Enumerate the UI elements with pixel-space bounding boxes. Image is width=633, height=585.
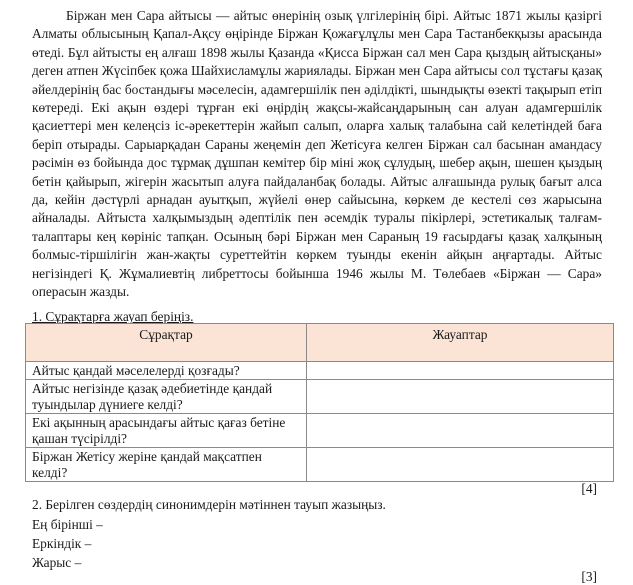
table-row bbox=[26, 414, 614, 448]
reading-passage: Біржан мен Сара айтысы — айтыс өнерінің озық үлгілерінің бірі. Айтыс 1871 жылы қазіргі Алматы облысының Қапал-Ақсу өңірінде Біржан Қожағұлұлы мен Сара Тастанбекқызы арасында өтеді. Бұл айтысты ең алғаш 1898 жылы Қазанда «Қисса Біржан сал мен Сара қыздың айтысқаны» деген атпен Жүсіпбек қожа Шайхисламұлы жариялады. Біржан мен Сара айтысы сол тұстағы қазақ әйелдерінің бас бостандығы мәселесін, адамгершілік пен әділдікті, шындықты өзекті тақырып етіп көтереді. Екі ақын өздері тұрған екі өңірдің жақсы-жайсаңдарының сан алуан адамгершілік қасиеттері мен келеңсіз іс-әрекеттерін жайып салып, оларға халық талабына сай келетіндей баға беріп отырады. Сарыарқадан Сараны жеңемін деп Жетісуға келген Біржан сал басынан амандасу рәсімін өз бойында дос тұрмақ дұшпан кемітер бір міні жоқ сұлудың, шебер ақын, шешен қыздың бетін қайырып, жігерін жасытып алуға пайдаланбақ болады. Айтыс алғашында рулық бағыт алса да, кейін дәстүрлі арнадан ауытқып, жүйелі өнер сайысына, көркем де кестелі сөз жарысына айналады. Айтыста халқымыздың әдептілік пен әсемдік туралы пікірлері, эстетикалық талғам-талаптары кең көрініс тапқан. Осының бәрі Біржан мен Сараның 19 ғасырдағы қазақ халқының болмыс-тіршілігін жан-жақты суреттейтін көркем туынды екенін айқын аңғартады. Айтыс негізіндегі Қ. Жұмалиевтің либреттосы бойынша 1946 жылы М. Төлебаев «Біржан — Сара» операсын жазды. bbox=[32, 8, 602, 300]
question-cell: Айтыс негізінде қазақ әдебиетінде қандай туындылар дүниеге келді? bbox=[26, 380, 307, 414]
task1-score: [4] bbox=[581, 481, 597, 496]
synonym-item: Еркіндік – bbox=[32, 536, 92, 551]
questions-column-header: Сұрақтар bbox=[26, 324, 307, 362]
question-cell: Біржан Жетісу жеріне қандай мақсатпен келді? bbox=[26, 448, 307, 482]
question-cell: Екі ақынның арасындағы айтыс қағаз бетіне қашан түсірілді? bbox=[26, 414, 307, 448]
task1-heading: 1. Сұрақтарға жауап беріңіз. bbox=[32, 309, 194, 324]
synonym-list bbox=[32, 515, 103, 572]
table-header-row bbox=[26, 324, 614, 362]
question-cell: Айтыс қандай мәселелерді қозғады? bbox=[26, 362, 307, 380]
table-row bbox=[26, 448, 614, 482]
questions-table bbox=[25, 323, 614, 482]
table-row bbox=[26, 362, 614, 380]
task2-heading: 2. Берілген сөздердің синонимдерін мәтіннен тауып жазыңыз. bbox=[32, 497, 386, 512]
answer-cell[interactable] bbox=[307, 380, 614, 414]
synonym-item: Жарыс – bbox=[32, 555, 82, 570]
answer-cell[interactable] bbox=[307, 362, 614, 380]
task2-score: [3] bbox=[581, 569, 597, 584]
answer-cell[interactable] bbox=[307, 448, 614, 482]
table-row bbox=[26, 380, 614, 414]
answer-cell[interactable] bbox=[307, 414, 614, 448]
synonym-item: Ең бірінші – bbox=[32, 517, 103, 532]
answers-column-header: Жауаптар bbox=[307, 324, 614, 362]
